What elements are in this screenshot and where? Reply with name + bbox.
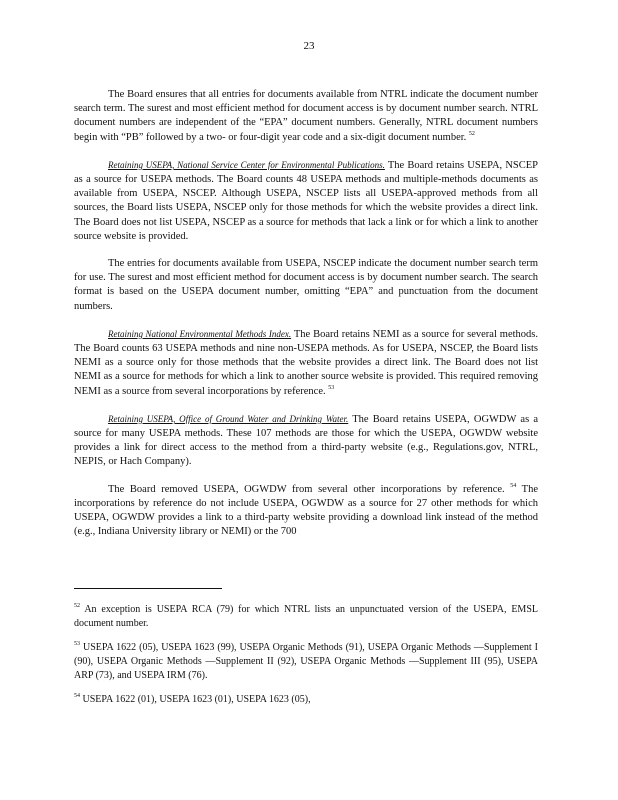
footnote-separator xyxy=(74,588,222,589)
paragraph-text: The Board ensures that all entries for documents available from NTRL indicate the document number search term. The surest and most efficient method for document access is by document number search. NTRL document numbers are independent of the “EPA” document numbers. Generally, NTRL document numbers begin with “PB” followed by a two- or four-digit year code and a six-digit document number. xyxy=(74,89,538,143)
section-heading: Retaining USEPA, National Service Center for Environmental Publications. xyxy=(108,159,385,170)
section-heading: Retaining National Environmental Methods Index. xyxy=(108,328,292,339)
paragraph-text: The Board retains NEMI as a source for several methods. The Board counts 63 USEPA methods and nine non-USEPA methods. As for USEPA, NSCEP, the Board lists NEMI as a source only for those methods that the website provides a direct link. The Board does not list NEMI as a source for methods for which a link to another source website is provided. This required removing NEMI as a source from several incorporations by reference. xyxy=(74,328,539,397)
paragraph-removed-ogwdw xyxy=(74,483,538,540)
footnote-text: USEPA 1622 (05), USEPA 1623 (99), USEPA Organic Methods (91), USEPA Organic Methods —Supplement I (90), USEPA Organic Methods —Supplement II (92), USEPA Organic Methods —Supplement III (95), USEPA ARP (73), and USEPA IRM (76). xyxy=(74,642,538,681)
paragraph-retaining-nscep xyxy=(74,158,538,244)
footnote-number: 53 xyxy=(74,641,80,647)
footnote-number: 54 xyxy=(74,693,80,699)
paragraph-text: The Board retains USEPA, OGWDW as a source for many USEPA methods. These 107 methods are those for which the USEPA, OGWDW website provides a link for direct access to the method from a third-party website (e.g., Regulations.gov, NTRL, NEPIS, or Hach Company). xyxy=(74,413,538,468)
footnote-53 xyxy=(74,641,538,683)
footnotes xyxy=(74,603,538,717)
section-heading: Retaining USEPA, Office of Ground Water and Drinking Water. xyxy=(108,413,349,424)
footnote-ref: 52 xyxy=(468,130,475,137)
paragraph-retaining-ogwdw xyxy=(74,412,538,470)
page-number: 23 xyxy=(303,40,315,52)
paragraph-retaining-nemi xyxy=(74,327,538,399)
paragraph-nscep-search xyxy=(74,257,538,314)
body-text xyxy=(74,88,538,552)
footnote-ref: 54 xyxy=(510,482,517,489)
paragraph-text: The Board retains USEPA, NSCEP as a source for USEPA methods. The Board counts 48 USEPA methods and multiple-methods documents as available from USEPA, NSCEP. Although USEPA, NSCEP lists all USEPA-approved methods from all sources, the Board lists USEPA, NSCEP only for those methods for which the website provides a direct link. The Board does not list USEPA, NSCEP as a source for methods that lack a link or for which a link to another source website is provided. xyxy=(74,159,539,242)
paragraph-text: The Board removed USEPA, OGWDW from several other incorporations by reference. xyxy=(108,483,505,495)
footnote-text: An exception is USEPA RCA (79) for which NTRL lists an unpunctuated version of the USEPA, EMSL document number. xyxy=(74,604,538,629)
footnote-52 xyxy=(74,603,538,631)
footnote-number: 52 xyxy=(74,603,80,609)
footnote-54 xyxy=(74,693,538,707)
paragraph-text: The entries for documents available from USEPA, NSCEP indicate the document number search term for use. The surest and most efficient method for document access is by document number search. The search format is based on the USEPA document number, omitting “EPA” and punctuation from the document numbers. xyxy=(74,258,538,312)
paragraph-ntrl-search xyxy=(74,88,538,145)
paragraph-text-continued: The incorporations by reference do not include USEPA, OGWDW as a source for 27 other methods for which USEPA, OGWDW provides a link to a third-party website providing a download link instead of the method (e.g., Indiana University library or NEMI) or the 700 xyxy=(74,483,538,538)
footnote-ref: 53 xyxy=(328,384,335,391)
footnote-text: USEPA 1622 (01), USEPA 1623 (01), USEPA 1623 (05), xyxy=(82,694,311,705)
